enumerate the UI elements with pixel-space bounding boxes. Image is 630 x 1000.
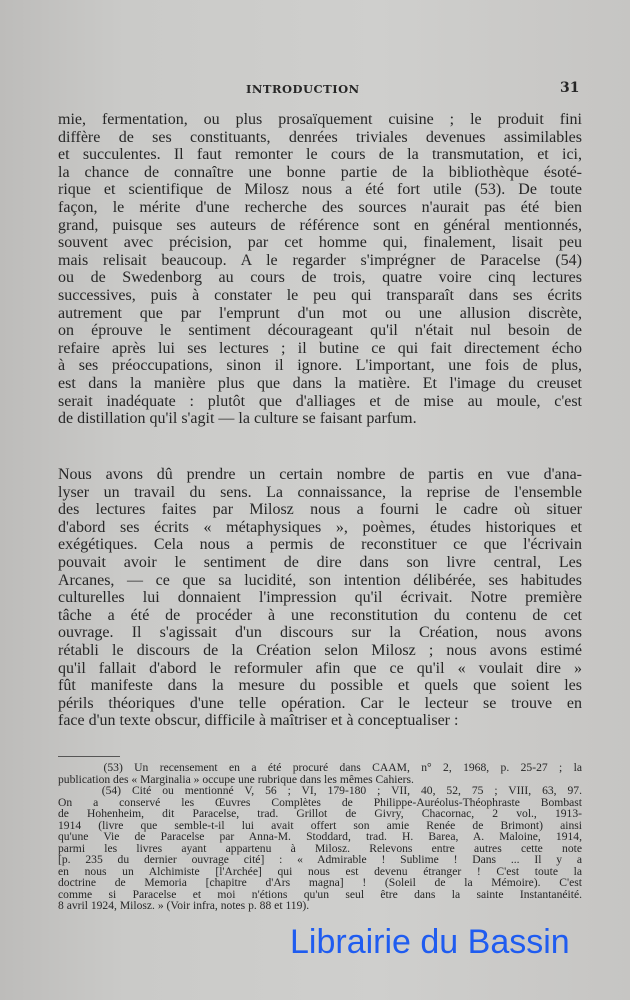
text-line: Nous avons dû prendre un certain nombre de partis en vue d'ana- bbox=[58, 466, 582, 483]
text-line: de distillation qu'il s'agit — la culture se faisant parfum. bbox=[58, 410, 417, 428]
text-line: culturelles lui donnaient l'impression qu'il écrivait. Notre première bbox=[58, 589, 582, 607]
text-line: 1914 (livre que semble-t-il lui avait offert son amie Renée de Brimont) ainsi bbox=[58, 818, 582, 832]
text-line: (54) Cité ou mentionné V, 56 ; VI, 179-180 ; VII, 40, 52, 75 ; VIII, 63, 97. bbox=[58, 784, 582, 797]
paragraph-2 bbox=[58, 466, 582, 730]
text-line: On a conservé les Œuvres Complètes de Philippe-Auréolus-Théophraste Bombast bbox=[58, 795, 582, 809]
text-line: on éprouve le sentiment décourageant qu'il n'était nul besoin de bbox=[58, 322, 582, 340]
text-line: successives, puis à constater le peu qui transparaît dans ses écrits bbox=[58, 286, 582, 304]
text-line: (53) Un recensement en a été procuré dans CAAM, n° 2, 1968, p. 25-27 ; la bbox=[58, 761, 582, 774]
text-line: comme si Paracelse et moi n'étions qu'un seul être dans la sainte Instantanéité. bbox=[58, 887, 582, 901]
text-line: à ses préoccupations, sinon il ignore. L'important, une fois de plus, bbox=[58, 357, 582, 375]
text-line: d'abord ses écrits « métaphysiques », poèmes, études historiques et bbox=[58, 518, 582, 536]
text-line: 8 avril 1924, Milosz. » (Voir infra, notes p. 88 et 119). bbox=[58, 899, 310, 912]
text-line: exégétiques. Cela nous a permis de reconstituer ce que l'écrivain bbox=[58, 536, 582, 554]
footnotes bbox=[58, 762, 582, 912]
text-line: la chance de connaître une bonne partie de la bibliothèque ésoté- bbox=[58, 163, 582, 181]
text-line: en nous un Alchimiste [l'Archée] qui nous est devenu étranger ! C'est toute la bbox=[58, 864, 582, 878]
text-line: de Hohenheim, dit Paracelse, trad. Grillot de Givry, Chacornac, 2 vol., 1913- bbox=[58, 807, 582, 820]
text-line: mie, fermentation, ou plus prosaïquement cuisine ; le produit fini bbox=[58, 111, 582, 128]
watermark: Librairie du Bassin bbox=[290, 923, 570, 961]
text-line: lyser un travail du sens. La connaissance, la reprise de l'ensemble bbox=[58, 483, 582, 501]
text-line: publication des « Marginalia » occupe une rubrique dans les mêmes Cahiers. bbox=[58, 772, 414, 786]
text-line: diffère de ses constituants, denrées triviales devenues assimilables bbox=[58, 128, 582, 146]
footnote-rule bbox=[58, 756, 120, 757]
text-line: rique et scientifique de Milosz nous a été fort utile (53). De toute bbox=[58, 181, 582, 199]
text-line: ou de Swedenborg au cours de trois, quatre voire cinq lectures bbox=[58, 269, 582, 287]
text-line: des lectures faites par Milosz nous a fourni le cadre où situer bbox=[58, 501, 582, 519]
text-line: doctrine de Memoria [chapitre d'Ars magna] ! (Soleil de la Mémoire). C'est bbox=[58, 876, 582, 889]
page-number: 31 bbox=[560, 80, 580, 96]
text-line: tâche a été de procéder à une reconstitution du contenu de cet bbox=[58, 606, 582, 624]
text-line: Arcanes, — ce que sa lucidité, son intention délibérée, ses habitudes bbox=[58, 571, 582, 589]
text-line: refaire après lui ses lectures ; il butine ce qui fait directement écho bbox=[58, 339, 582, 357]
text-line: façon, le mérite d'une recherche des sources n'aurait pas été bien bbox=[58, 198, 582, 216]
text-line: grand, puisque ses auteurs de référence sont en général mentionnés, bbox=[58, 216, 582, 234]
text-line: parmi les livres ayant appartenu à Milosz. Relevons entre autres cette note bbox=[58, 841, 582, 855]
text-line: ouvrage. Il s'agissait d'un discours sur la Création, nous avons bbox=[58, 624, 582, 642]
text-line: rétabli le discours de la Création selon Milosz ; nous avons estimé bbox=[58, 641, 582, 659]
chapter-title: INTRODUCTION bbox=[246, 82, 360, 96]
text-line: autrement que par l'emprunt d'un mot ou une allusion discrète, bbox=[58, 304, 582, 322]
text-line: fût manifeste dans la mesure du possible et quels que soient les bbox=[58, 677, 582, 695]
text-line: souvent avec précision, par cet homme qui, finalement, lisait peu bbox=[58, 234, 582, 252]
paragraph-1 bbox=[58, 111, 582, 428]
text-line: qu'il fallait d'abord le reformuler afin que ce qu'il « voulait dire » bbox=[58, 659, 582, 677]
text-line: pouvait avoir le sentiment de dire dans son livre central, Les bbox=[58, 553, 582, 571]
text-line: périls théoriques d'une telle opération. Car le lecteur se trouve en bbox=[58, 694, 582, 712]
text-line: et succulentes. Il faut remonter le cours de la transmutation, et ici, bbox=[58, 146, 582, 164]
running-header bbox=[0, 80, 630, 100]
text-line: est dans la manière plus que dans la matière. Et l'image du creuset bbox=[58, 374, 582, 392]
text-line: serait inadéquate : plutôt que d'alliages et de mise au moule, c'est bbox=[58, 392, 582, 410]
text-line: qu'une Vie de Paracelse par Anna-M. Stoddard, trad. H. Barea, A. Maloine, 1914, bbox=[58, 830, 582, 843]
text-line: face d'un texte obscur, difficile à maîtriser et à conceptualiser : bbox=[58, 712, 459, 730]
text-line: mais relisait beaucoup. A le regarder s'imprégner de Paracelse (54) bbox=[58, 251, 582, 269]
text-line: [p. 235 du dernier ouvrage cité] : « Admirable ! Sublime ! Dans ... Il y a bbox=[58, 853, 582, 866]
